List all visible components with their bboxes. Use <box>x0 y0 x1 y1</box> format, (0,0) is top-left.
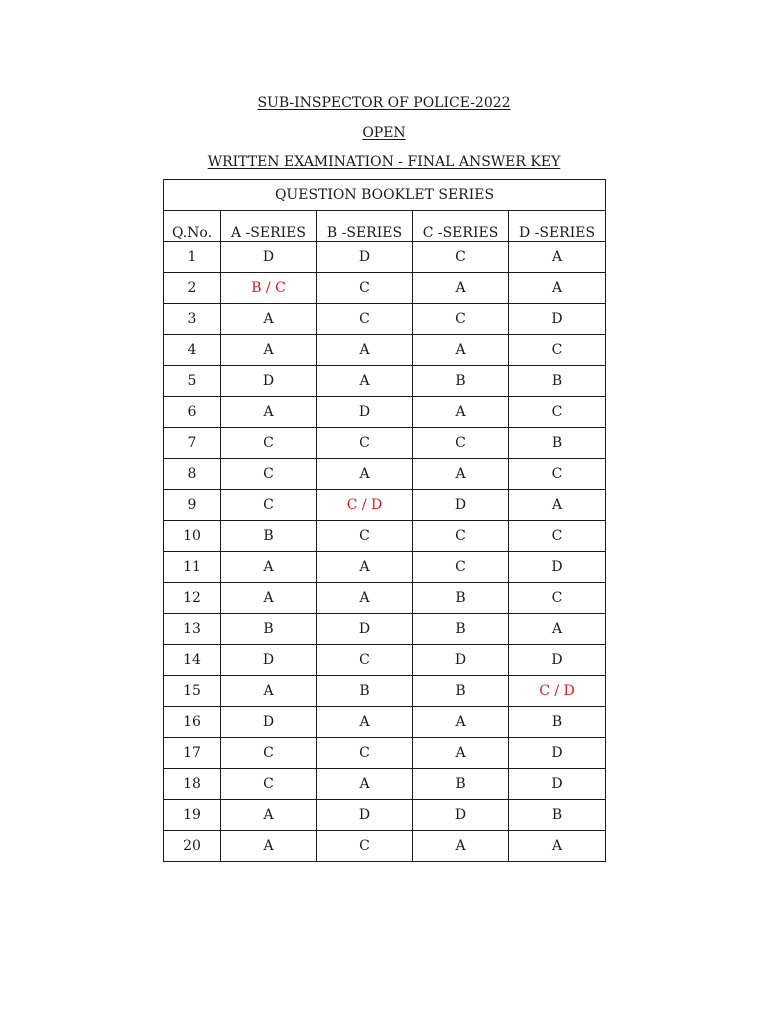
d-series-answer-cell: D <box>509 552 606 583</box>
d-series-answer-cell: C / D <box>509 676 606 707</box>
b-series-answer-cell: D <box>317 614 413 645</box>
a-series-answer-cell: D <box>221 707 317 738</box>
table-row <box>164 800 606 831</box>
b-series-answer-cell: A <box>317 552 413 583</box>
table-row <box>164 769 606 800</box>
d-series-answer-cell: D <box>509 738 606 769</box>
question-number-cell: 9 <box>164 490 221 521</box>
b-series-answer-cell: C <box>317 738 413 769</box>
a-series-answer-cell: C <box>221 459 317 490</box>
c-series-answer-cell: B <box>413 366 509 397</box>
d-series-answer-cell: B <box>509 428 606 459</box>
column-header-b-series: B -SERIES <box>317 211 413 242</box>
table-row <box>164 831 606 862</box>
d-series-answer-cell: C <box>509 521 606 552</box>
answer-key-body <box>164 242 606 862</box>
d-series-answer-cell: D <box>509 645 606 676</box>
c-series-answer-cell: B <box>413 614 509 645</box>
question-number-cell: 14 <box>164 645 221 676</box>
c-series-answer-cell: D <box>413 490 509 521</box>
a-series-answer-cell: A <box>221 397 317 428</box>
question-number-cell: 11 <box>164 552 221 583</box>
d-series-answer-cell: A <box>509 242 606 273</box>
d-series-answer-cell: B <box>509 800 606 831</box>
column-header-a-series: A -SERIES <box>221 211 317 242</box>
c-series-answer-cell: C <box>413 304 509 335</box>
d-series-answer-cell: C <box>509 459 606 490</box>
a-series-answer-cell: A <box>221 335 317 366</box>
a-series-answer-cell: D <box>221 366 317 397</box>
question-number-cell: 17 <box>164 738 221 769</box>
column-header-qno: Q.No. <box>164 211 221 242</box>
d-series-answer-cell: B <box>509 366 606 397</box>
question-number-cell: 16 <box>164 707 221 738</box>
d-series-answer-cell: D <box>509 769 606 800</box>
b-series-answer-cell: C <box>317 428 413 459</box>
table-row <box>164 676 606 707</box>
b-series-answer-cell: C <box>317 645 413 676</box>
a-series-answer-cell: C <box>221 738 317 769</box>
document-title: SUB-INSPECTOR OF POLICE-2022 <box>257 95 511 111</box>
table-row <box>164 273 606 304</box>
b-series-answer-cell: A <box>317 459 413 490</box>
b-series-answer-cell: D <box>317 397 413 428</box>
d-series-answer-cell: D <box>509 304 606 335</box>
a-series-answer-cell: A <box>221 583 317 614</box>
b-series-answer-cell: C / D <box>317 490 413 521</box>
a-series-answer-cell: A <box>221 800 317 831</box>
question-number-cell: 4 <box>164 335 221 366</box>
c-series-answer-cell: A <box>413 273 509 304</box>
table-row <box>164 614 606 645</box>
table-row <box>164 490 606 521</box>
c-series-answer-cell: B <box>413 583 509 614</box>
table-row <box>164 304 606 335</box>
table-row <box>164 242 606 273</box>
d-series-answer-cell: A <box>509 273 606 304</box>
document-subtitle: OPEN <box>362 125 406 141</box>
table-row <box>164 397 606 428</box>
b-series-answer-cell: D <box>317 242 413 273</box>
c-series-answer-cell: D <box>413 800 509 831</box>
table-row <box>164 738 606 769</box>
b-series-answer-cell: C <box>317 273 413 304</box>
a-series-answer-cell: A <box>221 676 317 707</box>
question-number-cell: 2 <box>164 273 221 304</box>
d-series-answer-cell: C <box>509 583 606 614</box>
table-row <box>164 707 606 738</box>
column-header-d-series: D -SERIES <box>509 211 606 242</box>
table-row <box>164 645 606 676</box>
question-number-cell: 12 <box>164 583 221 614</box>
d-series-answer-cell: C <box>509 397 606 428</box>
b-series-answer-cell: C <box>317 304 413 335</box>
table-row <box>164 335 606 366</box>
b-series-answer-cell: A <box>317 583 413 614</box>
table-row <box>164 583 606 614</box>
d-series-answer-cell: A <box>509 490 606 521</box>
a-series-answer-cell: B <box>221 521 317 552</box>
b-series-answer-cell: A <box>317 335 413 366</box>
a-series-answer-cell: B / C <box>221 273 317 304</box>
document-heading: WRITTEN EXAMINATION - FINAL ANSWER KEY <box>207 154 561 170</box>
c-series-answer-cell: A <box>413 707 509 738</box>
a-series-answer-cell: C <box>221 428 317 459</box>
question-number-cell: 20 <box>164 831 221 862</box>
c-series-answer-cell: A <box>413 335 509 366</box>
a-series-answer-cell: A <box>221 304 317 335</box>
d-series-answer-cell: B <box>509 707 606 738</box>
c-series-answer-cell: A <box>413 397 509 428</box>
a-series-answer-cell: A <box>221 831 317 862</box>
question-number-cell: 5 <box>164 366 221 397</box>
question-number-cell: 7 <box>164 428 221 459</box>
table-row <box>164 428 606 459</box>
c-series-answer-cell: D <box>413 645 509 676</box>
question-number-cell: 10 <box>164 521 221 552</box>
question-number-cell: 19 <box>164 800 221 831</box>
c-series-answer-cell: C <box>413 428 509 459</box>
a-series-answer-cell: A <box>221 552 317 583</box>
column-header-row <box>164 211 606 242</box>
c-series-answer-cell: C <box>413 552 509 583</box>
a-series-answer-cell: C <box>221 490 317 521</box>
question-number-cell: 13 <box>164 614 221 645</box>
a-series-answer-cell: D <box>221 242 317 273</box>
c-series-answer-cell: A <box>413 831 509 862</box>
question-number-cell: 15 <box>164 676 221 707</box>
c-series-answer-cell: C <box>413 521 509 552</box>
d-series-answer-cell: A <box>509 831 606 862</box>
question-number-cell: 3 <box>164 304 221 335</box>
a-series-answer-cell: C <box>221 769 317 800</box>
question-number-cell: 8 <box>164 459 221 490</box>
question-number-cell: 18 <box>164 769 221 800</box>
c-series-answer-cell: B <box>413 676 509 707</box>
table-row <box>164 552 606 583</box>
d-series-answer-cell: A <box>509 614 606 645</box>
booklet-series-header-row <box>164 180 606 211</box>
b-series-answer-cell: A <box>317 707 413 738</box>
b-series-answer-cell: C <box>317 831 413 862</box>
b-series-answer-cell: D <box>317 800 413 831</box>
a-series-answer-cell: D <box>221 645 317 676</box>
table-row <box>164 521 606 552</box>
table-row <box>164 459 606 490</box>
b-series-answer-cell: C <box>317 521 413 552</box>
table-row <box>164 366 606 397</box>
a-series-answer-cell: B <box>221 614 317 645</box>
answer-key-table <box>163 179 606 862</box>
b-series-answer-cell: A <box>317 366 413 397</box>
booklet-series-header: QUESTION BOOKLET SERIES <box>164 180 606 211</box>
question-number-cell: 1 <box>164 242 221 273</box>
b-series-answer-cell: A <box>317 769 413 800</box>
c-series-answer-cell: A <box>413 738 509 769</box>
c-series-answer-cell: C <box>413 242 509 273</box>
c-series-answer-cell: A <box>413 459 509 490</box>
question-number-cell: 6 <box>164 397 221 428</box>
d-series-answer-cell: C <box>509 335 606 366</box>
b-series-answer-cell: B <box>317 676 413 707</box>
column-header-c-series: C -SERIES <box>413 211 509 242</box>
c-series-answer-cell: B <box>413 769 509 800</box>
